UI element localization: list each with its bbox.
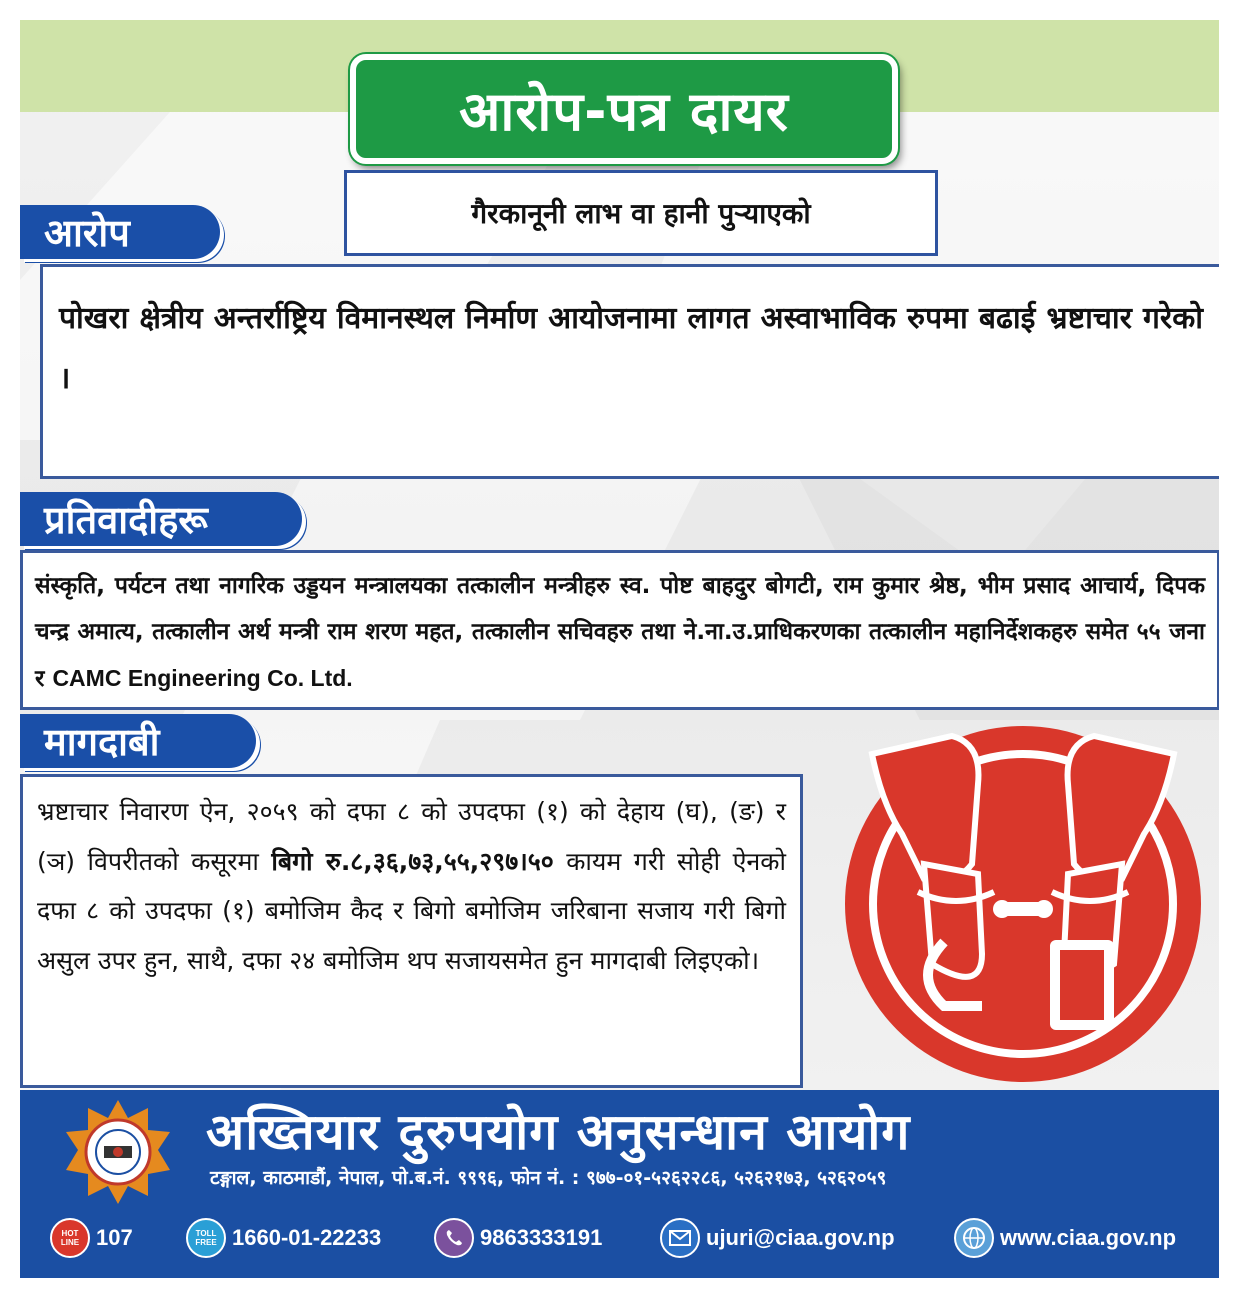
hotline-icon: HOT LINE [50, 1218, 90, 1258]
accusation-box [40, 264, 1219, 479]
viber-contact[interactable] [434, 1216, 602, 1260]
email-contact[interactable] [660, 1216, 895, 1260]
footer [20, 1090, 1219, 1278]
accusation-label: आरोप [44, 211, 130, 255]
accusation-tab [20, 205, 220, 259]
page-subtitle: गैरकानूनी लाभ वा हानी पुऱ्याएको [471, 197, 811, 230]
demand-tab [20, 714, 256, 768]
accusation-text: पोखरा क्षेत्रीय अन्तर्राष्ट्रिय विमानस्थल निर्माण आयोजनामा लागत अस्वाभाविक रुपमा बढाई भ्रष्टाचार गरेको । [59, 301, 1203, 396]
defendants-box [20, 550, 1219, 710]
demand-text [23, 777, 800, 985]
globe-icon [954, 1218, 994, 1258]
viber-icon [434, 1218, 474, 1258]
website-url: www.ciaa.gov.np [1000, 1225, 1177, 1250]
page-title: आरोप-पत्र दायर [459, 80, 789, 143]
website-contact[interactable] [954, 1216, 1176, 1260]
demand-box [20, 774, 803, 1088]
email-address: ujuri@ciaa.gov.np [706, 1225, 895, 1250]
org-address: टङ्गाल, काठमाडौं, नेपाल, पो.ब.नं. ९९९६, फोन नं. : ९७७-०१-५२६२२८६, ५२६२१७३, ५२६२०५९ [210, 1167, 887, 1189]
toll-free-contact[interactable] [186, 1216, 381, 1260]
defendants-text [23, 553, 1217, 702]
demand-amount: बिगो रु.८,३६,७३,५५,२९७।५० [271, 846, 554, 876]
email-icon [660, 1218, 700, 1258]
demand-text-before: भ्रष्टाचार निवारण ऐन, २०५९ को दफा ८ को उपदफा (१) को देहाय (घ), (ङ) र (ञ) विपरीतको कसूरमा [37, 797, 786, 876]
demand-label: मागदाबी [44, 720, 160, 764]
title-banner [350, 54, 898, 164]
ciaa-emblem-logo [64, 1098, 172, 1206]
defendants-names: संस्कृति, पर्यटन तथा नागरिक उड्डयन मन्त्रालयका तत्कालीन मन्त्रीहरु स्व. पोष्ट बाहदुर बोगटी, राम कुमार श्रेष्ठ, भीम प्रसाद आचार्य, दिपक चन्द्र अमात्य, तत्कालीन अर्थ मन्त्री राम शरण महत, तत्कालीन सचिवहरु तथा ने.ना.उ.प्राधिकरणका तत्कालीन महानिर्देशकहरु समेत ५५ जना र [35, 573, 1205, 692]
defendants-label: प्रतिवादीहरू [44, 498, 208, 542]
demand-text-after: कायम गरी सोही ऐनको दफा ८ को उपदफा (१) बमोजिम कैद र बिगो बमोजिम जरिबाना सजाय गरी बिगो असुल उपर हुन, साथै, दफा २४ बमोजिम थप सजायसमेत हुन मागदाबी लिइएको। [37, 846, 786, 975]
subtitle-box [344, 170, 938, 256]
poster [20, 20, 1219, 1278]
handcuffed-hands-icon [832, 714, 1214, 1094]
toll-free-number: 1660-01-22233 [232, 1225, 382, 1250]
defendants-tab [20, 492, 302, 546]
defendants-company: CAMC Engineering Co. Ltd. [52, 665, 353, 691]
org-name: अख्तियार दुरुपयोग अनुसन्धान आयोग [206, 1103, 911, 1161]
hotline-contact[interactable] [50, 1216, 133, 1260]
viber-number: 9863333191 [480, 1225, 603, 1250]
hotline-number: 107 [96, 1225, 133, 1250]
toll-free-icon: TOLL FREE [186, 1218, 226, 1258]
